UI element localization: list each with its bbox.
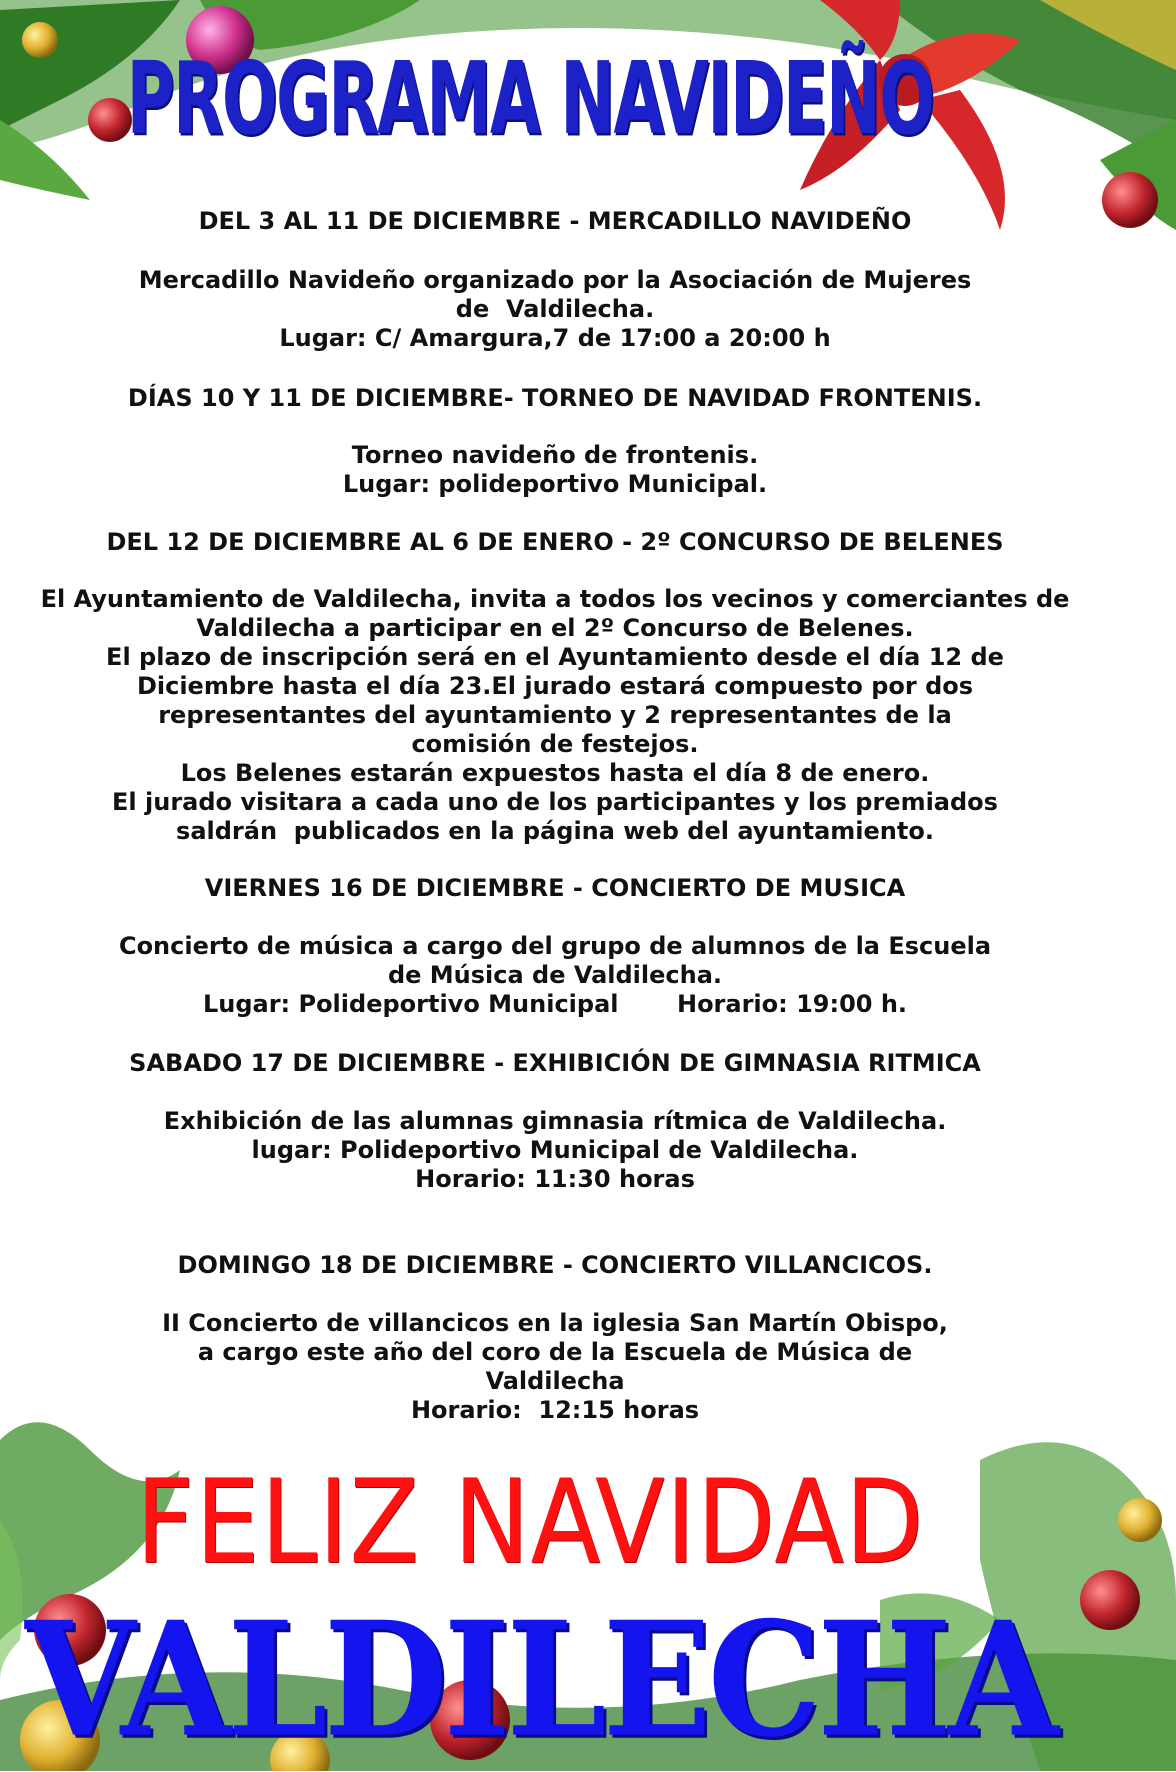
event-line: de Música de Valdilecha. (387, 961, 723, 989)
event-line: Mercadillo Navideño organizado por la Asociación de Mujeres (138, 266, 972, 294)
event-gimnasia-details (0, 1107, 1110, 1194)
event-line: Exhibición de las alumnas gimnasia rítmica de Valdilecha. (163, 1107, 947, 1135)
event-line: Lugar: Polideportivo Municipal Horario: 19:00 h. (202, 990, 908, 1018)
event-heading: DEL 3 AL 11 DE DICIEMBRE - MERCADILLO NAVIDEÑO (198, 207, 912, 235)
event-line: El Ayuntamiento de Valdilecha, invita a todos los vecinos y comerciantes de (40, 585, 1070, 613)
event-line: Lugar: C/ Amargura,7 de 17:00 a 20:00 h (279, 324, 831, 352)
event-line: Concierto de música a cargo del grupo de alumnos de la Escuela (118, 932, 992, 960)
event-gimnasia (0, 1049, 1110, 1078)
event-line: Valdilecha a participar en el 2º Concurso de Belenes. (196, 614, 914, 642)
event-concierto-musica-details (0, 932, 1110, 1019)
event-line: Horario: 12:15 horas (410, 1396, 700, 1424)
event-line: Valdilecha (485, 1367, 625, 1395)
event-heading: DEL 12 DE DICIEMBRE AL 6 DE ENERO - 2º CONCURSO DE BELENES (106, 528, 1004, 556)
event-line: Horario: 11:30 horas (415, 1165, 695, 1193)
town-name-valdilecha: VALDILECHA (25, 1587, 1055, 1772)
event-line: Lugar: polideportivo Municipal. (342, 470, 768, 498)
event-heading: DOMINGO 18 DE DICIEMBRE - CONCIERTO VILLANCICOS. (177, 1251, 933, 1279)
event-line: II Concierto de villancicos en la iglesia San Martín Obispo, (162, 1309, 948, 1337)
event-line: representantes del ayuntamiento y 2 representantes de la (158, 701, 952, 729)
event-line: Los Belenes estarán expuestos hasta el día 8 de enero. (180, 759, 930, 787)
event-villancicos (0, 1251, 1110, 1280)
event-belenes (0, 528, 1110, 557)
event-villancicos-details (0, 1309, 1110, 1425)
event-line: a cargo este año del coro de la Escuela de Música de (197, 1338, 913, 1366)
event-line: El plazo de inscripción será en el Ayuntamiento desde el día 12 de (106, 643, 1004, 671)
event-line: saldrán publicados en la página web del ayuntamiento. (176, 817, 934, 845)
event-frontenis (0, 384, 1110, 413)
event-mercadillo (0, 207, 1110, 236)
event-line: comisión de festejos. (411, 730, 699, 758)
event-line: Torneo navideño de frontenis. (351, 441, 759, 469)
event-heading: DÍAS 10 Y 11 DE DICIEMBRE- TORNEO DE NAVIDAD FRONTENIS. (127, 384, 983, 412)
greeting-feliz-navidad: FELIZ NAVIDAD (135, 1455, 925, 1590)
event-heading: VIERNES 16 DE DICIEMBRE - CONCIERTO DE MUSICA (204, 874, 906, 902)
event-concierto-musica (0, 874, 1110, 903)
event-line: El jurado visitara a cada uno de los participantes y los premiados (112, 788, 998, 816)
event-line: de Valdilecha. (455, 295, 655, 323)
event-line: Diciembre hasta el día 23.El jurado estará compuesto por dos (136, 672, 974, 700)
event-belenes-details (0, 585, 1110, 846)
event-line: lugar: Polideportivo Municipal de Valdilecha. (251, 1136, 859, 1164)
event-frontenis-details (0, 441, 1110, 499)
event-mercadillo-details (0, 266, 1110, 353)
poster-title: PROGRAMA NAVIDEÑO (126, 40, 934, 157)
event-heading: SABADO 17 DE DICIEMBRE - EXHIBICIÓN DE GIMNASIA RITMICA (129, 1049, 981, 1077)
